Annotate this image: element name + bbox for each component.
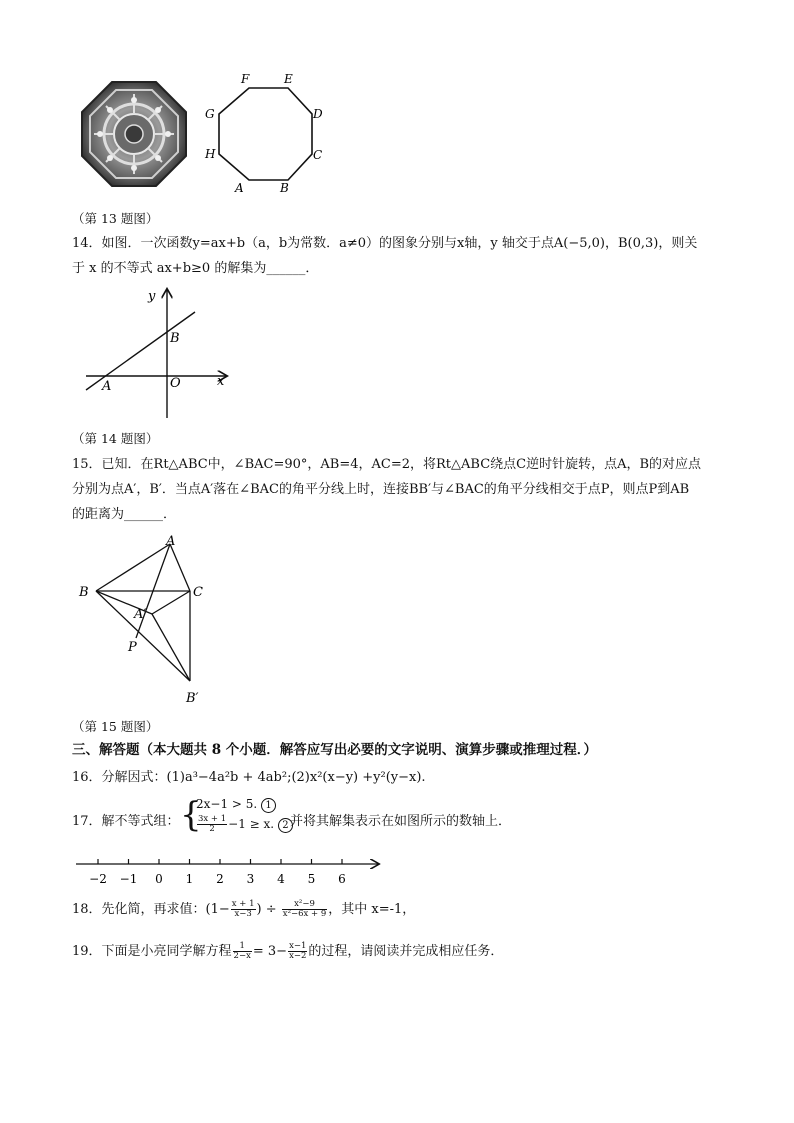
fig15-diagram [72,530,222,715]
q17-prefix: 17．解不等式组： [72,814,180,829]
fig13-caption: （第 13 题图） [72,211,159,226]
number-line-tick-label: −1 [119,872,138,886]
number-line-tick-label: −2 [89,872,107,886]
vertex-label-e: E [284,72,293,86]
fig14-caption: （第 14 题图） [72,431,159,446]
vertex-label-a: A [235,181,244,195]
mark-2: 2 [278,818,293,833]
section3-heading: 三、解答题（本大题共 8 个小题．解答应写出必要的文字说明、演算步骤或推理过程．） [72,742,598,758]
q15-text-line1: 15．已知．在Rt△ABC中，∠BAC=90°，AB=4，AC=2，将Rt△ABC绕点C逆时针旋转，点A，B的对应点 [72,457,702,472]
x-axis-label: x [217,374,225,389]
vertex-label-h: H [205,147,216,161]
fig13-ornament-image [80,80,188,188]
q18-suffix: ，其中 x=-1， [328,902,416,917]
label-c: C [193,585,203,600]
vertex-label-g: G [205,107,215,121]
number-line-tick-label: 3 [246,872,255,886]
q15-text-line2: 分别为点A′，B′．当点A′落在∠BAC的角平分线上时，连接BB′与∠BAC的角平分线相交于点P，则点P到AB [72,482,690,497]
ineq-1: 2x−1 > 5. 1 [196,797,276,813]
q17-suffix: 并将其解集表示在如图所示的数轴上． [290,814,512,829]
q14-text-line2: 于 x 的不等式 ax+b≥0 的解集为______． [72,261,319,276]
q19-suffix: 的过程，请阅读并完成相应任务． [308,944,504,959]
point-a-label: A [102,379,112,394]
y-axis-label: y [148,289,156,304]
number-line-tick-label: 6 [338,872,346,886]
mark-1: 1 [261,798,276,813]
octagon-shape [219,88,312,180]
ineq-2: $\frac{3x + 1}{2}$ −1 ≥ x. 2 [196,815,293,834]
vertex-label-b: B [280,181,289,195]
label-a-prime: A′ [134,607,147,622]
q19-line: 19．下面是小亮同学解方程 $\frac{1}{2-x}$ = 3− $\frac{x-1}{x-2}$ 的过程，请阅读并完成相应任务． [72,941,504,961]
number-line-tick-label: 0 [155,872,163,886]
system-brace: { [180,795,202,835]
label-a: A [166,534,176,549]
number-line-tick-label: 4 [277,872,285,886]
q18-line: 18．先化简，再求值：(1− $\frac{x + 1}{x-3}$ ) ÷ $\frac{\text{x²−9}}{\text{x²−6x + 9}}$ ，其中 x=-1， [72,899,416,919]
point-b-label: B [170,331,180,346]
origin-label: O [170,376,181,391]
q14-text-line1: 14．如图．一次函数y=ax+b（a，b为常数．a≠0）的图象分别与x轴，y 轴交于点A(−5,0)，B(0,3)，则关 [72,236,698,251]
number-line [76,856,386,890]
label-p: P [128,640,137,655]
label-b: B [79,585,89,600]
vertex-label-f: F [241,72,250,86]
vertex-label-d: D [313,107,323,121]
fig13-octagon-diagram [200,68,330,198]
number-line-tick-label: 2 [216,872,224,886]
q16-text: 16．分解因式：(1)a³−4a²b + 4ab²;(2)x²(x−y) +y²(y−x). [72,770,426,785]
q19-prefix: 19．下面是小亮同学解方程 [72,944,232,959]
fig14-graph [80,284,240,424]
label-b-prime: B′ [186,691,199,706]
vertex-label-c: C [313,148,323,162]
fig15-caption: （第 15 题图） [72,719,159,734]
number-line-tick-label: 5 [307,872,316,886]
q18-prefix: 18．先化简，再求值： [72,902,206,917]
number-line-tick-label: 1 [185,872,194,886]
q15-text-line3: 的距离为______． [72,507,177,522]
